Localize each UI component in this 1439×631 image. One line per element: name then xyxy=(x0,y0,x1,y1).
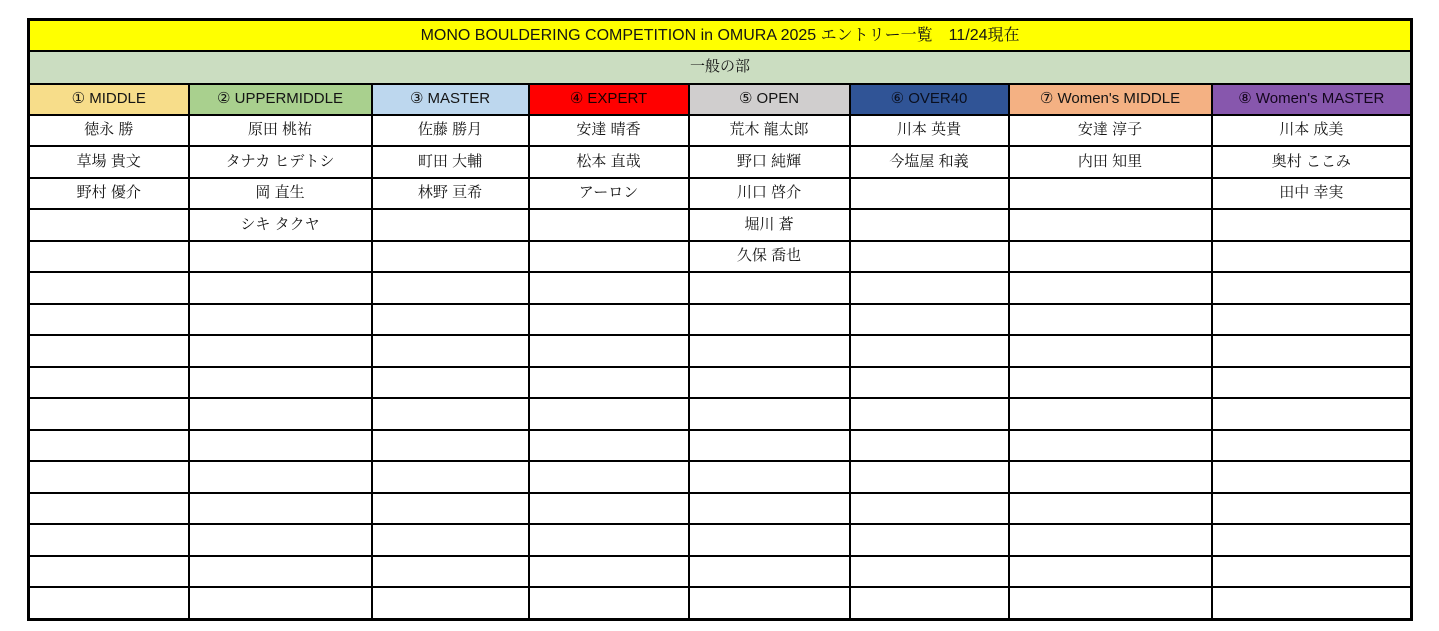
table-row-12 xyxy=(29,461,1412,492)
empty-cell xyxy=(850,304,1009,335)
empty-cell xyxy=(29,304,189,335)
empty-cell xyxy=(850,556,1009,587)
empty-cell xyxy=(1009,209,1212,240)
category-header-6: ⑥ OVER40 xyxy=(850,84,1009,115)
competition-title: MONO BOULDERING COMPETITION in OMURA 2025 エントリー一覧 11/24現在 xyxy=(29,20,1412,52)
empty-cell xyxy=(1009,272,1212,303)
empty-cell xyxy=(372,209,529,240)
empty-cell xyxy=(1009,178,1212,209)
entry-cell: 安達 淳子 xyxy=(1009,115,1212,146)
empty-cell xyxy=(189,524,372,555)
category-header-5: ⑤ OPEN xyxy=(689,84,850,115)
category-header-3: ③ MASTER xyxy=(372,84,529,115)
empty-cell xyxy=(850,493,1009,524)
table-row-14 xyxy=(29,524,1412,555)
empty-cell xyxy=(689,335,850,366)
empty-cell xyxy=(689,524,850,555)
title-row xyxy=(29,20,1412,52)
category-header-2: ② UPPERMIDDLE xyxy=(189,84,372,115)
empty-cell xyxy=(29,335,189,366)
entry-cell: 野口 純輝 xyxy=(689,146,850,177)
entry-cell: 川口 啓介 xyxy=(689,178,850,209)
empty-cell xyxy=(1212,430,1412,461)
empty-cell xyxy=(189,241,372,272)
empty-cell xyxy=(1212,367,1412,398)
empty-cell xyxy=(850,524,1009,555)
entry-cell: 田中 幸実 xyxy=(1212,178,1412,209)
empty-cell xyxy=(372,524,529,555)
empty-cell xyxy=(1009,304,1212,335)
table-row-6 xyxy=(29,272,1412,303)
empty-cell xyxy=(689,587,850,619)
empty-cell xyxy=(850,461,1009,492)
empty-cell xyxy=(1009,241,1212,272)
empty-cell xyxy=(1009,493,1212,524)
empty-cell xyxy=(1212,304,1412,335)
empty-cell xyxy=(689,461,850,492)
empty-cell xyxy=(1212,272,1412,303)
table-row-13 xyxy=(29,493,1412,524)
empty-cell xyxy=(189,367,372,398)
entry-cell: 林野 亘希 xyxy=(372,178,529,209)
empty-cell xyxy=(1212,398,1412,429)
entry-cell: 草場 貴文 xyxy=(29,146,189,177)
category-header-4: ④ EXPERT xyxy=(529,84,689,115)
empty-cell xyxy=(850,178,1009,209)
entry-cell: アーロン xyxy=(529,178,689,209)
table-row-10 xyxy=(29,398,1412,429)
empty-cell xyxy=(529,430,689,461)
category-header-row xyxy=(29,84,1412,115)
entry-cell: 町田 大輔 xyxy=(372,146,529,177)
empty-cell xyxy=(529,524,689,555)
entries-body xyxy=(29,115,1412,620)
empty-cell xyxy=(689,430,850,461)
empty-cell xyxy=(29,430,189,461)
table-row-11 xyxy=(29,430,1412,461)
empty-cell xyxy=(1212,587,1412,619)
table-row-9 xyxy=(29,367,1412,398)
empty-cell xyxy=(850,335,1009,366)
empty-cell xyxy=(29,587,189,619)
empty-cell xyxy=(529,556,689,587)
entry-cell: 原田 桃祐 xyxy=(189,115,372,146)
empty-cell xyxy=(1212,209,1412,240)
entry-cell: 荒木 龍太郎 xyxy=(689,115,850,146)
empty-cell xyxy=(372,272,529,303)
category-header-1: ① MIDDLE xyxy=(29,84,189,115)
empty-cell xyxy=(850,272,1009,303)
table-row-3 xyxy=(29,178,1412,209)
empty-cell xyxy=(1009,556,1212,587)
division-title: 一般の部 xyxy=(29,51,1412,84)
empty-cell xyxy=(29,367,189,398)
empty-cell xyxy=(1212,556,1412,587)
empty-cell xyxy=(372,587,529,619)
empty-cell xyxy=(1212,524,1412,555)
empty-cell xyxy=(1009,430,1212,461)
entry-cell: 徳永 勝 xyxy=(29,115,189,146)
entry-cell: 岡 直生 xyxy=(189,178,372,209)
empty-cell xyxy=(372,493,529,524)
empty-cell xyxy=(529,304,689,335)
empty-cell xyxy=(189,304,372,335)
table-row-4 xyxy=(29,209,1412,240)
entry-cell: 野村 優介 xyxy=(29,178,189,209)
table-row-8 xyxy=(29,335,1412,366)
empty-cell xyxy=(1212,241,1412,272)
empty-cell xyxy=(1009,524,1212,555)
empty-cell xyxy=(1212,461,1412,492)
empty-cell xyxy=(850,430,1009,461)
entry-cell: 川本 成美 xyxy=(1212,115,1412,146)
empty-cell xyxy=(189,335,372,366)
empty-cell xyxy=(189,272,372,303)
table-row-15 xyxy=(29,556,1412,587)
entry-cell: シキ タクヤ xyxy=(189,209,372,240)
table-row-16 xyxy=(29,587,1412,619)
subtitle-row xyxy=(29,51,1412,84)
entry-cell: 安達 晴香 xyxy=(529,115,689,146)
empty-cell xyxy=(1212,335,1412,366)
table-row-2 xyxy=(29,146,1412,177)
empty-cell xyxy=(29,241,189,272)
empty-cell xyxy=(29,524,189,555)
empty-cell xyxy=(189,587,372,619)
entry-cell: 堀川 蒼 xyxy=(689,209,850,240)
table-row-5 xyxy=(29,241,1412,272)
category-header-7: ⑦ Women's MIDDLE xyxy=(1009,84,1212,115)
empty-cell xyxy=(850,398,1009,429)
empty-cell xyxy=(850,241,1009,272)
empty-cell xyxy=(189,556,372,587)
empty-cell xyxy=(29,272,189,303)
empty-cell xyxy=(850,587,1009,619)
entry-cell: 川本 英貴 xyxy=(850,115,1009,146)
entry-cell: タナカ ヒデトシ xyxy=(189,146,372,177)
empty-cell xyxy=(1009,461,1212,492)
entry-cell: 奥村 ここみ xyxy=(1212,146,1412,177)
table-row-1 xyxy=(29,115,1412,146)
category-header-8: ⑧ Women's MASTER xyxy=(1212,84,1412,115)
entry-cell: 内田 知里 xyxy=(1009,146,1212,177)
empty-cell xyxy=(850,209,1009,240)
empty-cell xyxy=(529,335,689,366)
empty-cell xyxy=(29,209,189,240)
entry-cell: 佐藤 勝月 xyxy=(372,115,529,146)
empty-cell xyxy=(529,461,689,492)
entry-cell: 今塩屋 和義 xyxy=(850,146,1009,177)
empty-cell xyxy=(29,493,189,524)
empty-cell xyxy=(189,493,372,524)
empty-cell xyxy=(529,241,689,272)
empty-cell xyxy=(372,335,529,366)
empty-cell xyxy=(372,241,529,272)
empty-cell xyxy=(29,398,189,429)
empty-cell xyxy=(689,304,850,335)
empty-cell xyxy=(529,209,689,240)
empty-cell xyxy=(529,493,689,524)
empty-cell xyxy=(529,367,689,398)
empty-cell xyxy=(372,461,529,492)
empty-cell xyxy=(372,556,529,587)
empty-cell xyxy=(529,272,689,303)
empty-cell xyxy=(189,461,372,492)
empty-cell xyxy=(1009,335,1212,366)
empty-cell xyxy=(529,587,689,619)
empty-cell xyxy=(1009,367,1212,398)
empty-cell xyxy=(689,272,850,303)
empty-cell xyxy=(372,398,529,429)
empty-cell xyxy=(689,367,850,398)
empty-cell xyxy=(689,493,850,524)
empty-cell xyxy=(1212,493,1412,524)
empty-cell xyxy=(189,430,372,461)
empty-cell xyxy=(29,556,189,587)
empty-cell xyxy=(1009,398,1212,429)
table-row-7 xyxy=(29,304,1412,335)
empty-cell xyxy=(689,398,850,429)
empty-cell xyxy=(189,398,372,429)
entry-cell: 松本 直哉 xyxy=(529,146,689,177)
empty-cell xyxy=(689,556,850,587)
empty-cell xyxy=(372,367,529,398)
entry-table xyxy=(27,18,1413,621)
entry-cell: 久保 喬也 xyxy=(689,241,850,272)
empty-cell xyxy=(372,304,529,335)
empty-cell xyxy=(29,461,189,492)
empty-cell xyxy=(1009,587,1212,619)
empty-cell xyxy=(850,367,1009,398)
empty-cell xyxy=(372,430,529,461)
empty-cell xyxy=(529,398,689,429)
